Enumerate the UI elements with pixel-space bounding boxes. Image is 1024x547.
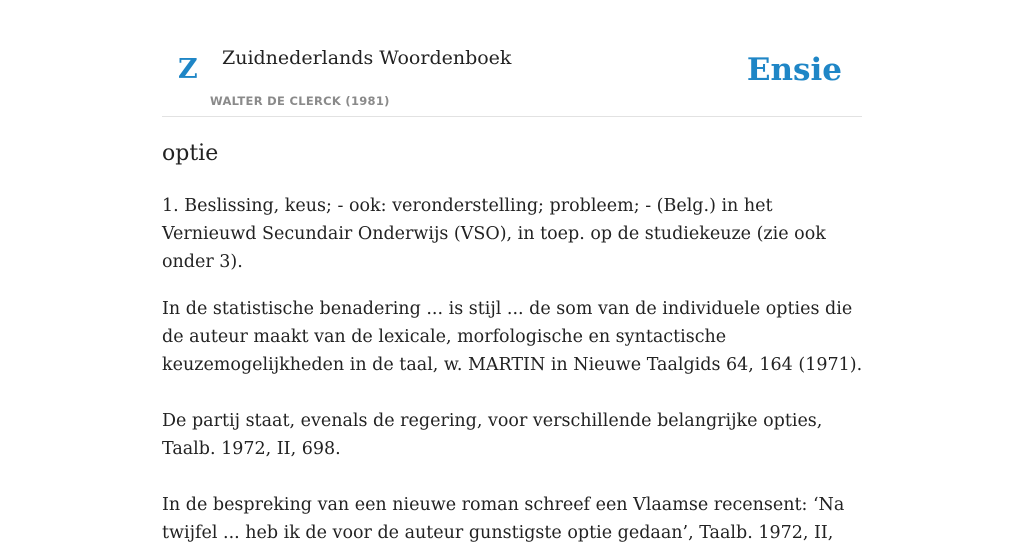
entry-quote: De partij staat, evenals de regering, voor verschillende belangrijke opties, Taalb. 1972, II, 698. (162, 411, 823, 459)
entry-headword: optie (162, 141, 219, 166)
entry-quote: In de bespreking van een nieuwe roman schreef een Vlaamse recensent: ‘Na twijfel ... heb ik de voor de auteur gunstigste optie gedaan’, Taalb. 1972, II, (162, 495, 845, 543)
dictionary-header (162, 0, 862, 117)
ensie-brand-link[interactable]: Ensie (746, 52, 842, 88)
entry-definition: 1. Beslissing, keus; - ook: veronderstelling; probleem; - (Belg.) in het Vernieuwd Secundair Onderwijs (VSO), in toep. op de studiekeuze (zie ook onder 3). (162, 196, 826, 272)
dictionary-logo: Z (178, 54, 198, 85)
dictionary-title[interactable]: Zuidnederlands Woordenboek (222, 47, 512, 69)
entry-content (162, 138, 867, 547)
dictionary-author: WALTER DE CLERCK (1981) (210, 94, 390, 108)
entry-quote: In de statistische benadering ... is stijl ... de som van de individuele opties die de auteur maakt van de lexicale, morfologische en syntactische keuzemogelijkheden in de taal, w. MARTIN in Nieuwe Taalgids 64, 164 (1971). (162, 299, 863, 375)
